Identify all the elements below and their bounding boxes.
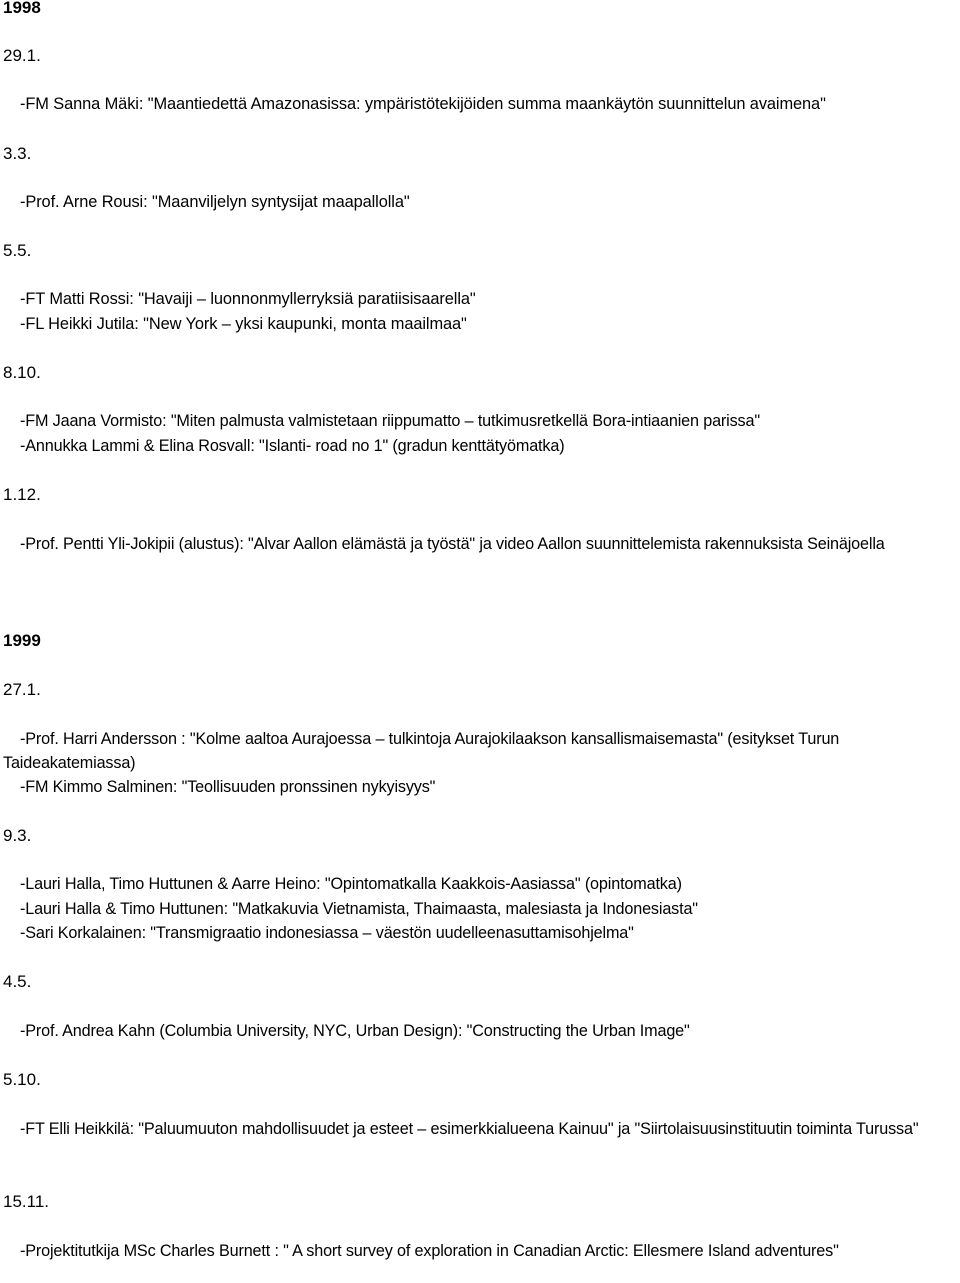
event-entry: -Lauri Halla, Timo Huttunen & Aarre Heino: "Opintomatkalla Kaakkois-Aasiassa" (opintomatka) bbox=[20, 875, 682, 893]
event-date: 1.12. bbox=[3, 485, 41, 504]
event-entry: -Annukka Lammi & Elina Rosvall: "Islanti- road no 1" (gradun kenttätyömatka) bbox=[20, 437, 565, 455]
event-entry: -Prof. Andrea Kahn (Columbia University, NYC, Urban Design): "Constructing the Urban Image" bbox=[20, 1022, 690, 1040]
event-entry: -Projektitutkija MSc Charles Burnett : " A short survey of exploration in Canadian Arctic: Ellesmere Island adventures" bbox=[20, 1242, 839, 1260]
event-date: 8.10. bbox=[3, 363, 41, 382]
event-entry: -FM Sanna Mäki: "Maantiedettä Amazonasissa: ympäristötekijöiden summa maankäytön suunnittelun avaimena" bbox=[20, 95, 826, 113]
event-entry: -Prof. Arne Rousi: "Maanviljelyn syntysijat maapallolla" bbox=[20, 193, 410, 211]
event-entry: -FT Elli Heikkilä: "Paluumuuton mahdollisuudet ja esteet – esimerkkialueena Kainuu" ja "Siirtolaisuusinstituutin toiminta Turussa" bbox=[20, 1120, 919, 1138]
event-date: 5.10. bbox=[3, 1070, 41, 1089]
event-entry: -FT Matti Rossi: "Havaiji – luonnonmyllerryksiä paratiisisaarella" bbox=[20, 290, 476, 308]
event-date: 29.1. bbox=[3, 46, 41, 65]
event-date: 4.5. bbox=[3, 972, 32, 991]
event-date: 15.11. bbox=[3, 1192, 50, 1211]
event-date: 9.3. bbox=[3, 826, 32, 845]
year-heading: 1998 bbox=[3, 0, 41, 17]
event-entry: -Sari Korkalainen: "Transmigraatio indonesiassa – väestön uudelleenasuttamisohjelma" bbox=[20, 924, 634, 942]
event-entry: -Lauri Halla & Timo Huttunen: "Matkakuvia Vietnamista, Thaimaasta, malesiasta ja Indonesiasta" bbox=[20, 900, 698, 918]
event-entry: -Prof. Harri Andersson : "Kolme aaltoa Aurajoessa – tulkintoja Aurajokilaakson kansallismaisemasta" (esitykset Turun Taideakatemiassa) bbox=[3, 730, 840, 772]
event-date: 27.1. bbox=[3, 680, 41, 699]
event-entry: -FM Kimmo Salminen: "Teollisuuden pronssinen nykyisyys" bbox=[20, 778, 436, 796]
event-date: 5.5. bbox=[3, 241, 32, 260]
event-entry: -FM Jaana Vormisto: "Miten palmusta valmistetaan riippumatto – tutkimusretkellä Bora-intiaanien parissa" bbox=[20, 412, 760, 430]
year-heading: 1999 bbox=[3, 631, 41, 650]
event-entry: -FL Heikki Jutila: "New York – yksi kaupunki, monta maailmaa" bbox=[20, 315, 467, 333]
event-date: 3.3. bbox=[3, 144, 32, 163]
event-entry: -Prof. Pentti Yli-Jokipii (alustus): "Alvar Aallon elämästä ja työstä" ja video Aallon suunnittelemista rakennuksista Seinäjoella bbox=[20, 535, 885, 553]
